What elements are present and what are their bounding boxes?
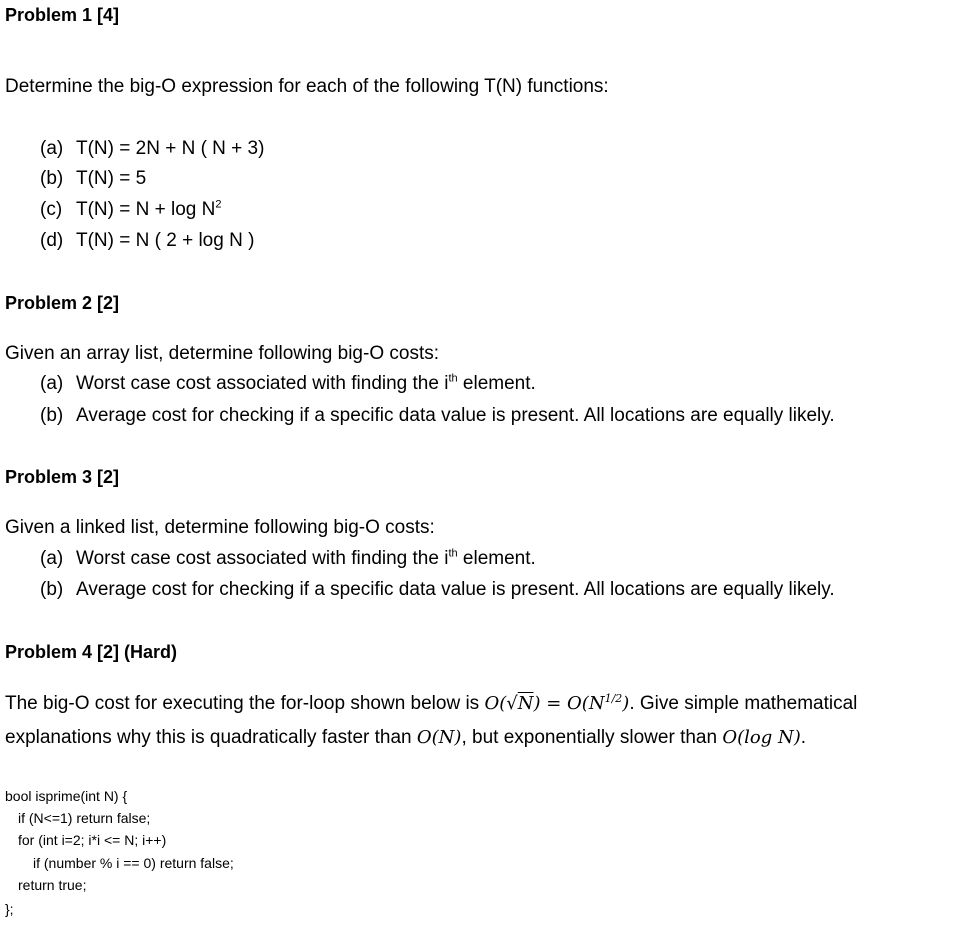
- code-line-1: bool isprime(int N) {: [5, 788, 128, 804]
- item-label: (b): [40, 168, 64, 189]
- problem-2-intro: Given an array list, determine following big-O costs:: [5, 343, 440, 364]
- problem-4-line-2: [5, 727, 806, 749]
- item-text: Average cost for checking if a specific data value is present. All locations are equally likely.: [76, 405, 835, 426]
- problem-1-item-b: [40, 168, 146, 190]
- code-line-4: if (number % i == 0) return false;: [33, 855, 234, 871]
- item-text: T(N) = 2N + N ( N + 3): [76, 138, 265, 159]
- problem-1-heading: Problem 1 [4]: [5, 5, 120, 25]
- text-run: , but exponentially slower than: [461, 727, 723, 748]
- code-line-3: for (int i=2; i*i <= N; i++): [18, 832, 167, 848]
- item-label: (a): [40, 548, 64, 569]
- item-label: (b): [40, 579, 64, 600]
- item-text: T(N) = N ( 2 + log N ): [76, 230, 255, 251]
- item-label: (c): [40, 199, 63, 220]
- item-text: Worst case cost associated with finding the i: [76, 548, 449, 569]
- text-run: . Give simple mathematical: [629, 693, 858, 714]
- item-text: Worst case cost associated with finding the i: [76, 373, 449, 394]
- problem-3-item-a: [40, 548, 536, 570]
- item-text-end: element.: [457, 548, 536, 569]
- math-part: N: [517, 693, 534, 714]
- problem-1-item-c: [40, 199, 222, 221]
- code-line-2: if (N<=1) return false;: [18, 810, 151, 826]
- math-part: ): [533, 693, 541, 714]
- problem-3-intro: Given a linked list, determine following big-O costs:: [5, 517, 435, 538]
- item-superscript: 2: [215, 198, 222, 211]
- math-part: O(: [484, 693, 507, 714]
- item-label: (b): [40, 405, 64, 426]
- math-log-expression: O(log N): [722, 727, 801, 748]
- text-run: .: [800, 727, 807, 748]
- math-part: ): [622, 693, 630, 714]
- sqrt-symbol: √: [506, 693, 518, 714]
- item-label: (d): [40, 230, 64, 251]
- math-part: =: [540, 693, 568, 714]
- problem-3-item-b: [40, 579, 835, 601]
- text-run: explanations why this is quadratically faster than: [5, 727, 417, 748]
- problem-3-heading: Problem 3 [2]: [5, 467, 120, 487]
- text-run: The big-O cost for executing the for-loop shown below is: [5, 693, 485, 714]
- problem-2-item-b: [40, 405, 835, 427]
- item-label: (a): [40, 373, 64, 394]
- problem-1-intro: Determine the big-O expression for each of the following T(N) functions:: [5, 76, 609, 97]
- problem-1-item-a: [40, 138, 264, 160]
- item-superscript: th: [448, 372, 458, 385]
- problem-2-heading: Problem 2 [2]: [5, 293, 120, 313]
- item-superscript: th: [448, 547, 458, 560]
- item-label: (a): [40, 138, 64, 159]
- problem-4-heading: Problem 4 [2] (Hard): [5, 642, 178, 662]
- math-part: O(N: [567, 693, 605, 714]
- item-text-end: element.: [457, 373, 536, 394]
- item-text: Average cost for checking if a specific data value is present. All locations are equally likely.: [76, 579, 835, 600]
- problem-1-item-d: [40, 230, 254, 252]
- math-sqrt-expression: [484, 693, 629, 714]
- item-text: T(N) = N + log N: [76, 199, 216, 220]
- problem-2-item-a: [40, 373, 536, 395]
- problem-4-line-1: [5, 693, 857, 715]
- code-line-6: };: [5, 901, 14, 917]
- math-exponent: 1/2: [604, 692, 623, 705]
- item-text: T(N) = 5: [76, 168, 147, 189]
- math-linear-expression: O(N): [416, 727, 462, 748]
- code-line-5: return true;: [18, 877, 87, 893]
